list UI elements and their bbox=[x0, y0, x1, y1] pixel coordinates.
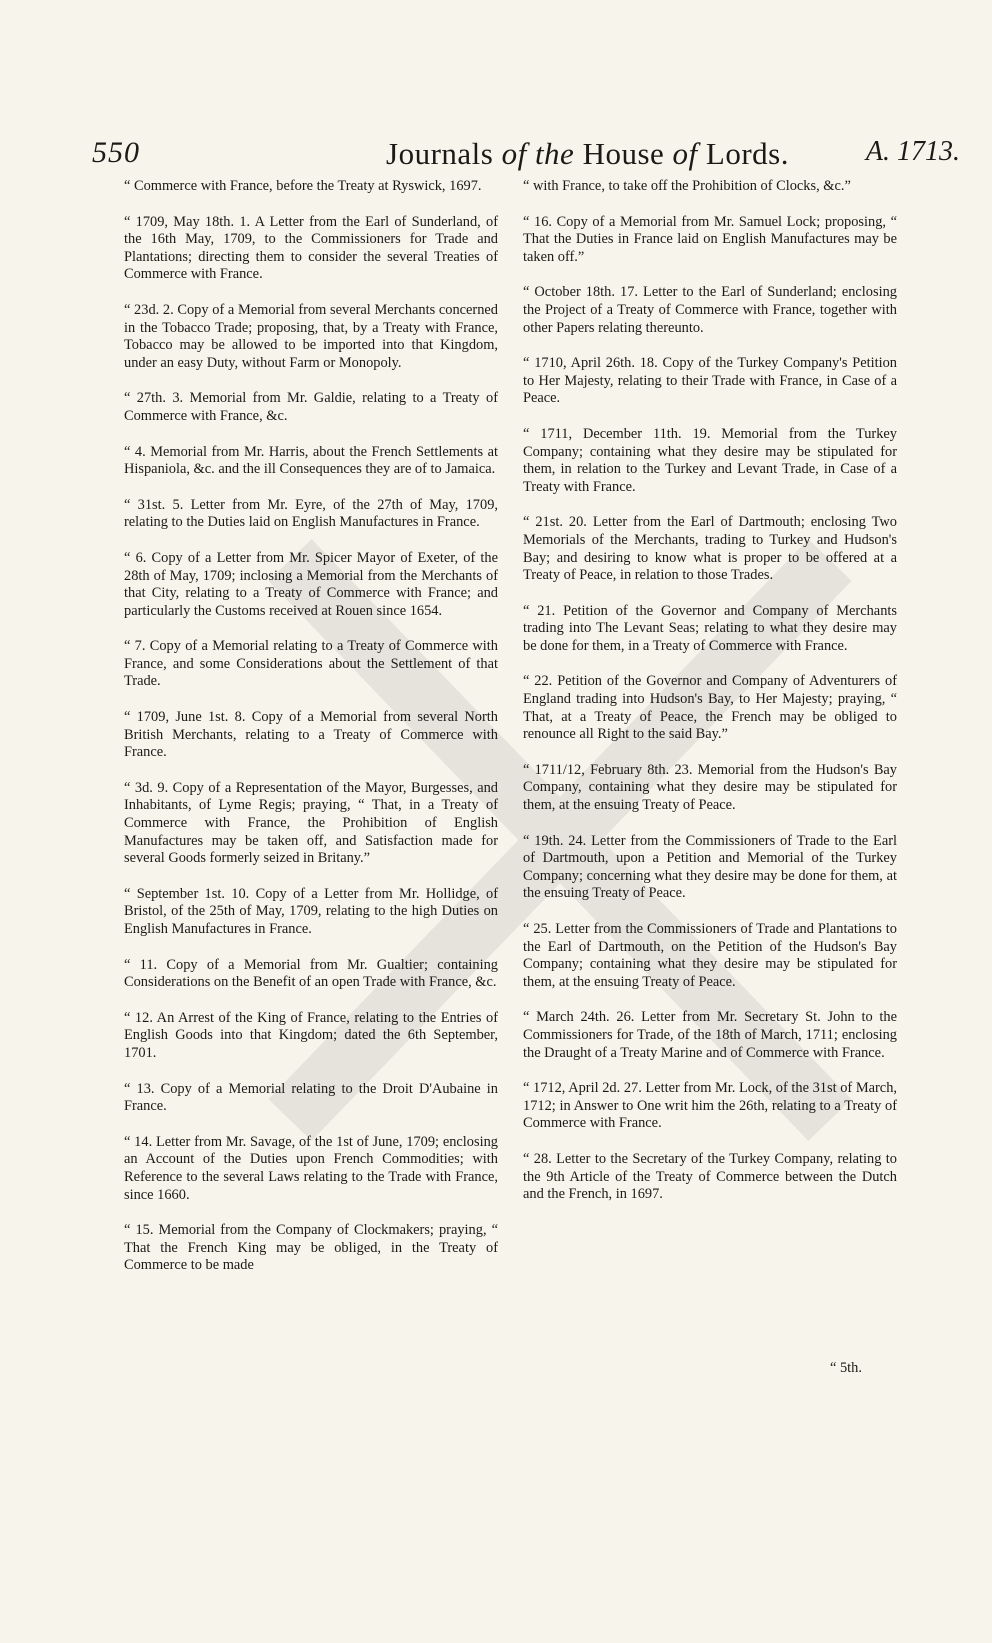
entry: “ 15. Memorial from the Company of Clockmakers; praying, “ That the French King may be obliged, in the Treaty of Commerce to be made bbox=[124, 1222, 498, 1274]
entry: “ October 18th. 17. Letter to the Earl of Sunderland; enclosing the Project of a Treaty of Commerce with France, together with other Papers relating thereunto. bbox=[523, 284, 897, 336]
title-part: House bbox=[582, 136, 673, 171]
title-part: of the bbox=[501, 136, 583, 171]
entry: “ 25. Letter from the Commissioners of Trade and Plantations to the Earl of Dartmouth, on the Petition of the Hudson's Bay Company; containing what they desire may be stipulated for them, at the ensuing Treaty of Peace. bbox=[523, 921, 897, 990]
entry: “ 22. Petition of the Governor and Company of Adventurers of England trading into Hudson's Bay, to Her Majesty; praying, “ That, at a Treaty of Peace, the French may be obliged to renounce all Right to the said Bay.” bbox=[523, 673, 897, 743]
entry: “ 1711, December 11th. 19. Memorial from the Turkey Company; containing what they desire may be stipulated for them, in relation to the Turkey and Levant Trade, in Case of a Treaty with France. bbox=[523, 425, 897, 495]
entry: “ 16. Copy of a Memorial from Mr. Samuel Lock; proposing, “ That the Duties in France laid on English Manufactures may be taken off.” bbox=[523, 213, 897, 265]
entry: “ 1709, May 18th. 1. A Letter from the Earl of Sunderland, of the 16th May, 1709, to the Commissioners for Trade and Plantations; directing them to consider the several Treaties of Commerce with France. bbox=[124, 213, 498, 283]
entry: “ 28. Letter to the Secretary of the Turkey Company, relating to the 9th Article of the Treaty of Commerce between the Dutch and the French, in 1697. bbox=[523, 1150, 897, 1203]
entry: “ 1709, June 1st. 8. Copy of a Memorial from several North British Merchants, relating to a Treaty of Commerce with France. bbox=[124, 709, 498, 761]
entry: “ 19th. 24. Letter from the Commissioners of Trade to the Earl of Dartmouth, upon a Petition and Memorial of the Turkey Company; concerning what they desire may be done for them, at the ensuing Treaty of Peace. bbox=[523, 832, 897, 902]
entry: “ 1710, April 26th. 18. Copy of the Turkey Company's Petition to Her Majesty, relating to their Trade with France, in Case of a Peace. bbox=[523, 355, 897, 407]
entry: “ with France, to take off the Prohibition of Clocks, &c.” bbox=[523, 178, 851, 194]
entry: “ 27th. 3. Memorial from Mr. Galdie, relating to a Treaty of Commerce with France, &c. bbox=[124, 390, 498, 424]
entry: “ 3d. 9. Copy of a Representation of the Mayor, Burgesses, and Inhabitants, of Lyme Regis; praying, “ That, in a Treaty of Commerce with France, the Prohibition of English Manufactures may be taken off, and Satisfaction made for several Goods formerly seized in Britany.” bbox=[124, 779, 498, 867]
entry: “ Commerce with France, before the Treaty at Ryswick, 1697. bbox=[124, 178, 482, 194]
entry: “ 11. Copy of a Memorial from Mr. Gualtier; containing Considerations on the Benefit of an open Trade with France, &c. bbox=[124, 956, 498, 991]
entry: “ September 1st. 10. Copy of a Letter from Mr. Hollidge, of Bristol, of the 25th of May, 1709, relating to the high Duties on English Manufactures in France. bbox=[124, 885, 498, 937]
entry: “ 23d. 2. Copy of a Memorial from several Merchants concerned in the Tobacco Trade; proposing, that, by a Treaty with France, Tobacco may be allowed to be imported into that Kingdom, under an easy Duty, without Farm or Monopoly. bbox=[124, 301, 498, 371]
entry: “ 4. Memorial from Mr. Harris, about the French Settlements at Hispaniola, &c. and the ill Consequences they are of to Jamaica. bbox=[124, 443, 498, 478]
entry: “ 1712, April 2d. 27. Letter from Mr. Lock, of the 31st of March, 1712; in Answer to One writ him the 26th, relating to a Treaty of Commerce with France. bbox=[523, 1080, 897, 1132]
entry: “ 12. An Arrest of the King of France, relating to the Entries of English Goods into that Kingdom; dated the 6th September, 1701. bbox=[124, 1009, 498, 1061]
page-number: 550 bbox=[92, 136, 140, 169]
entry: “ 21st. 20. Letter from the Earl of Dartmouth; enclosing Two Memorials of the Merchants, trading to Turkey and Hudson's Bay; and desiring to know what is proper to be offered at a Treaty of Peace, in relation to those Trades. bbox=[523, 514, 897, 584]
title-part: Journals bbox=[386, 136, 502, 171]
title-part: of bbox=[672, 136, 706, 171]
page-header bbox=[86, 136, 972, 182]
catchword: “ 5th. bbox=[830, 1360, 862, 1376]
entry: “ 14. Letter from Mr. Savage, of the 1st of June, 1709; enclosing an Account of the Duties upon French Commodities; with Reference to the several Laws relating to the Trade with France, since 1660. bbox=[124, 1133, 498, 1203]
title-part: Lords. bbox=[705, 136, 789, 171]
entry: “ 1711/12, February 8th. 23. Memorial from the Hudson's Bay Company, containing what they desire may be stipulated for them, at the ensuing Treaty of Peace. bbox=[523, 761, 897, 814]
page-title bbox=[386, 136, 789, 172]
entry: “ 21. Petition of the Governor and Company of Merchants trading into The Levant Seas; relating to what they desire may be done for them, in a Treaty of Commerce with France. bbox=[523, 602, 897, 654]
left-column bbox=[124, 178, 498, 1293]
year-heading: A. 1713. bbox=[865, 136, 960, 167]
entry: “ 7. Copy of a Memorial relating to a Treaty of Commerce with France, and some Considerations about the Settlement of that Trade. bbox=[124, 638, 498, 690]
right-column bbox=[523, 178, 897, 1222]
entry: “ 31st. 5. Letter from Mr. Eyre, of the 27th of May, 1709, relating to the Duties laid on English Manufactures in France. bbox=[124, 496, 498, 531]
entry: “ 6. Copy of a Letter from Mr. Spicer Mayor of Exeter, of the 28th of May, 1709; inclosing a Memorial from the Merchants of that City, relating to a Treaty of Commerce with France; and particularly the Customs received at Rouen since 1654. bbox=[124, 549, 498, 619]
entry: “ 13. Copy of a Memorial relating to the Droit D'Aubaine in France. bbox=[124, 1080, 498, 1115]
entry: “ March 24th. 26. Letter from Mr. Secretary St. John to the Commissioners for Trade, of the 18th of March, 1711; enclosing the Draught of a Treaty Marine and of Commerce with France. bbox=[523, 1009, 897, 1061]
